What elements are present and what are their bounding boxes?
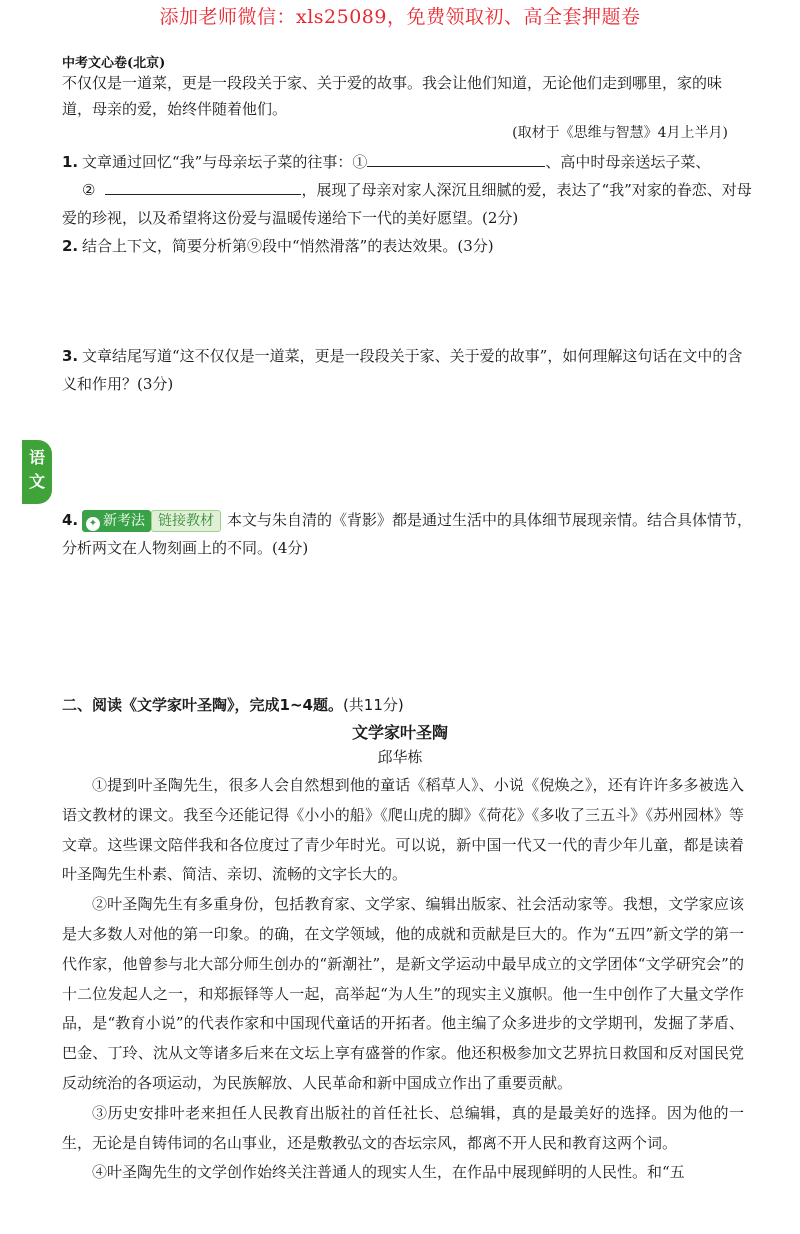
subject-side-tab: 语文 <box>22 440 52 504</box>
question-number: 2. <box>62 237 79 255</box>
source-citation: (取材于《思维与智慧》4月上半月) <box>512 125 728 141</box>
question-text: ② <box>82 181 96 199</box>
textbook-link-badge: 链接教材 <box>151 510 221 532</box>
answer-blank-2[interactable] <box>105 176 301 195</box>
question-text: 本文与朱自清的《背影》都是通过生活中的具体细节展现亲情。结合具体情节，分析两文在人物刻画上的不同。(4分) <box>62 511 753 557</box>
question-number: 1. <box>62 153 79 171</box>
question-3 <box>62 342 752 398</box>
question-number: 3. <box>62 347 79 365</box>
section-points: (共11分) <box>342 696 404 714</box>
series-tag: 中考文心卷(北京) <box>62 56 166 71</box>
answer-blank-1[interactable] <box>367 148 545 167</box>
article-body <box>62 771 744 1188</box>
article-title: 文学家叶圣陶 <box>351 723 448 742</box>
question-text: 、高中时母亲送坛子菜、 <box>545 153 711 171</box>
section-title <box>62 694 404 715</box>
question-1 <box>62 148 752 232</box>
question-text: ，展现了母亲对家人深沉且细腻的爱，表达了“我”对家的眷恋、对母爱的珍视，以及希望将这份爱与温暖传递给下一代的美好愿望。(2分) <box>62 181 752 227</box>
question-text: 结合上下文，简要分析第⑨段中“悄然滑落”的表达效果。(3分) <box>82 237 494 255</box>
article-author: 邱华栋 <box>377 748 423 766</box>
intro-paragraph: 不仅仅是一道菜，更是一段段关于家、关于爱的故事。我会让他们知道，无论他们走到哪里，家的味道，母亲的爱，始终伴随着他们。 <box>62 74 723 118</box>
lightbulb-icon: ✦ <box>86 517 100 531</box>
article-paragraph: ②叶圣陶先生有多重身份，包括教育家、文学家、编辑出版家、社会活动家等。我想，文学家应该是大多数人对他的第一印象。的确，在文学领域，他的成就和贡献是巨大的。作为“五四”新文学的第一代作家，他曾参与北大部分师生创办的“新潮社”，是新文学运动中最早成立的文学团体“文学研究会”的十二位发起人之一，和郑振铎等人一起，高举起“为人生”的现实主义旗帜。他一生中创作了大量文学作品，是“教育小说”的代表作家和中国现代童话的开拓者。他主编了众多进步的文学期刊，发掘了茅盾、巴金、丁玲、沈从文等诸多后来在文坛上享有盛誉的作家。他还积极参加文艺界抗日救国和反对国民党反动统治的各项运动，为民族解放、人民革命和新中国成立作出了重要贡献。 <box>62 895 744 1092</box>
badge-label: 新考法 <box>103 513 145 529</box>
question-number: 4. <box>62 511 79 529</box>
question-4 <box>62 506 752 562</box>
question-text: 文章通过回忆“我”与母亲坛子菜的往事：① <box>82 153 368 171</box>
promo-banner: 添加老师微信：xls25089，免费领取初、高全套押题卷 <box>159 6 641 28</box>
article-paragraph: ①提到叶圣陶先生，很多人会自然想到他的童话《稻草人》、小说《倪焕之》，还有许许多多被选入语文教材的课文。我至今还能记得《小小的船》《爬山虎的脚》《荷花》《多收了三五斗》《苏州园林》等文章。这些课文陪伴我和各位度过了青少年时光。可以说，新中国一代又一代的青少年儿童，都是读着叶圣陶先生朴素、简洁、亲切、流畅的文字长大的。 <box>62 776 744 884</box>
new-exam-badge <box>82 510 151 532</box>
section-title-text: 二、阅读《文学家叶圣陶》，完成1~4题。 <box>62 696 343 714</box>
article-paragraph: ③历史安排叶老来担任人民教育出版社的首任社长、总编辑，真的是最美好的选择。因为他的一生，无论是自铸伟词的名山事业，还是敷教弘文的杏坛宗风，都离不开人民和教育这两个词。 <box>62 1103 744 1152</box>
article-paragraph: ④叶圣陶先生的文学创作始终关注普通人的现实人生，在作品中展现鲜明的人民性。和“五 <box>92 1163 685 1182</box>
question-2 <box>62 232 752 260</box>
question-text: 文章结尾写道“这不仅仅是一道菜，更是一段段关于家、关于爱的故事”，如何理解这句话在文中的含义和作用？(3分) <box>62 347 743 393</box>
